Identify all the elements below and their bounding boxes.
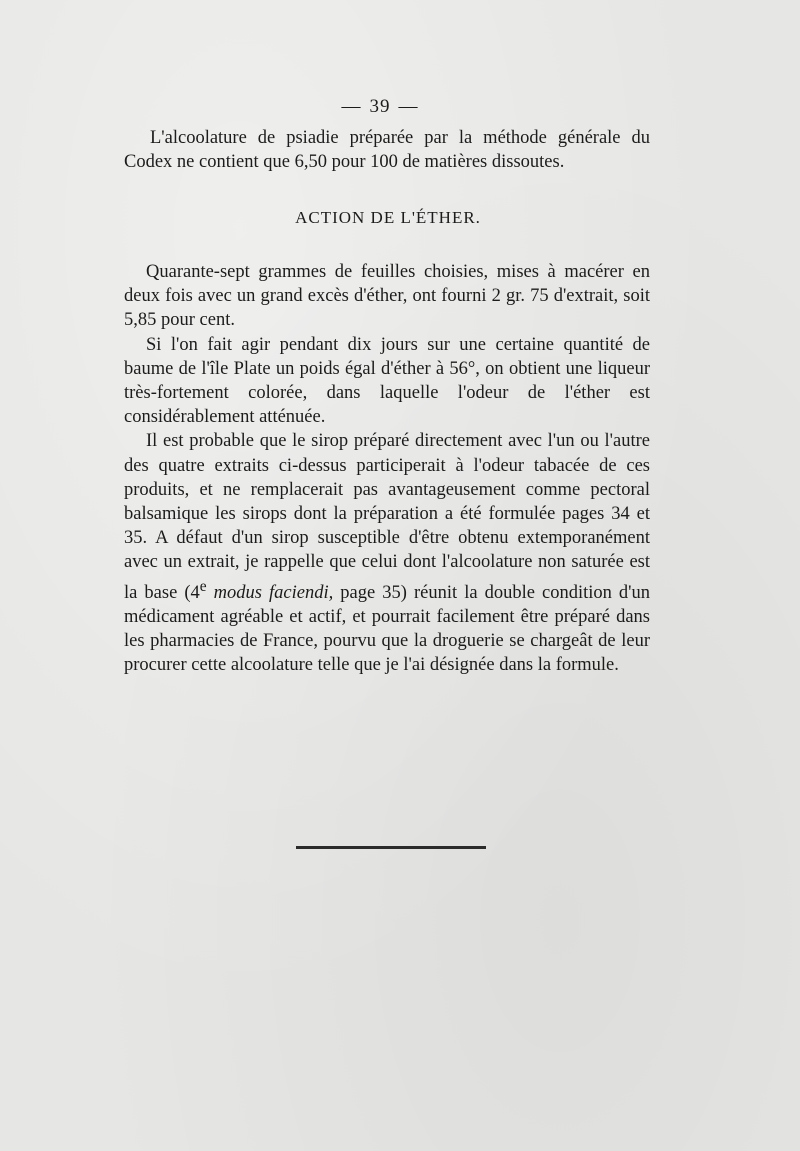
body-text	[124, 260, 650, 678]
page-number-value: 39	[369, 96, 391, 117]
emphasis-modus-faciendi: modus faciendi,	[213, 582, 334, 603]
ordinal-superscript: e	[199, 577, 207, 595]
page-number	[0, 96, 760, 118]
page-number-dash-right: —	[398, 96, 419, 117]
body-paragraph-3-text-start: Il est probable que le sirop préparé directement avec l'un ou l'autre des quatre extraits ci-dessus participerait à l'odeur tabacée de ces produits, et ne remplacerait pas avantageusement comme pectoral balsamique les sirops dont la préparation a été formulée pages 34 et 35. A défaut d'un sirop susceptible d'être obtenu extemporanément avec un extrait, je rappelle que celui dont l'alcoolature non saturée est la base (4	[124, 431, 650, 603]
body-paragraph-2: Si l'on fait agir pendant dix jours sur une certaine quantité de baume de l'île Plate un poids égal d'éther à 56°, on obtient une liqueur très-fortement colorée, dans laquelle l'odeur de l'éther est considérablement atténuée.	[124, 334, 650, 428]
section-title: ACTION DE L'ÉTHER.	[295, 208, 481, 227]
intro-paragraph: L'alcoolature de psiadie préparée par la méthode générale du Codex ne contient que 6,50 pour 100 de matières dissoutes.	[124, 128, 650, 173]
end-rule	[296, 846, 486, 849]
body-paragraph-3	[124, 429, 650, 677]
intro-block	[124, 126, 650, 174]
body-paragraph-3-text-end: page 35) réunit la double condition d'un médicament agréable et actif, et pourrait facilement être préparé dans les pharmacies de France, pourvu que la droguerie se chargeât de leur procurer cette alcoolature telle que je l'ai désignée dans la formule.	[124, 582, 651, 676]
body-paragraph-1: Quarante-sept grammes de feuilles choisies, mises à macérer en deux fois avec un grand excès d'éther, ont fourni 2 gr. 75 d'extrait, soit 5,85 pour cent.	[124, 262, 650, 331]
page-number-dash-left: —	[341, 96, 362, 117]
